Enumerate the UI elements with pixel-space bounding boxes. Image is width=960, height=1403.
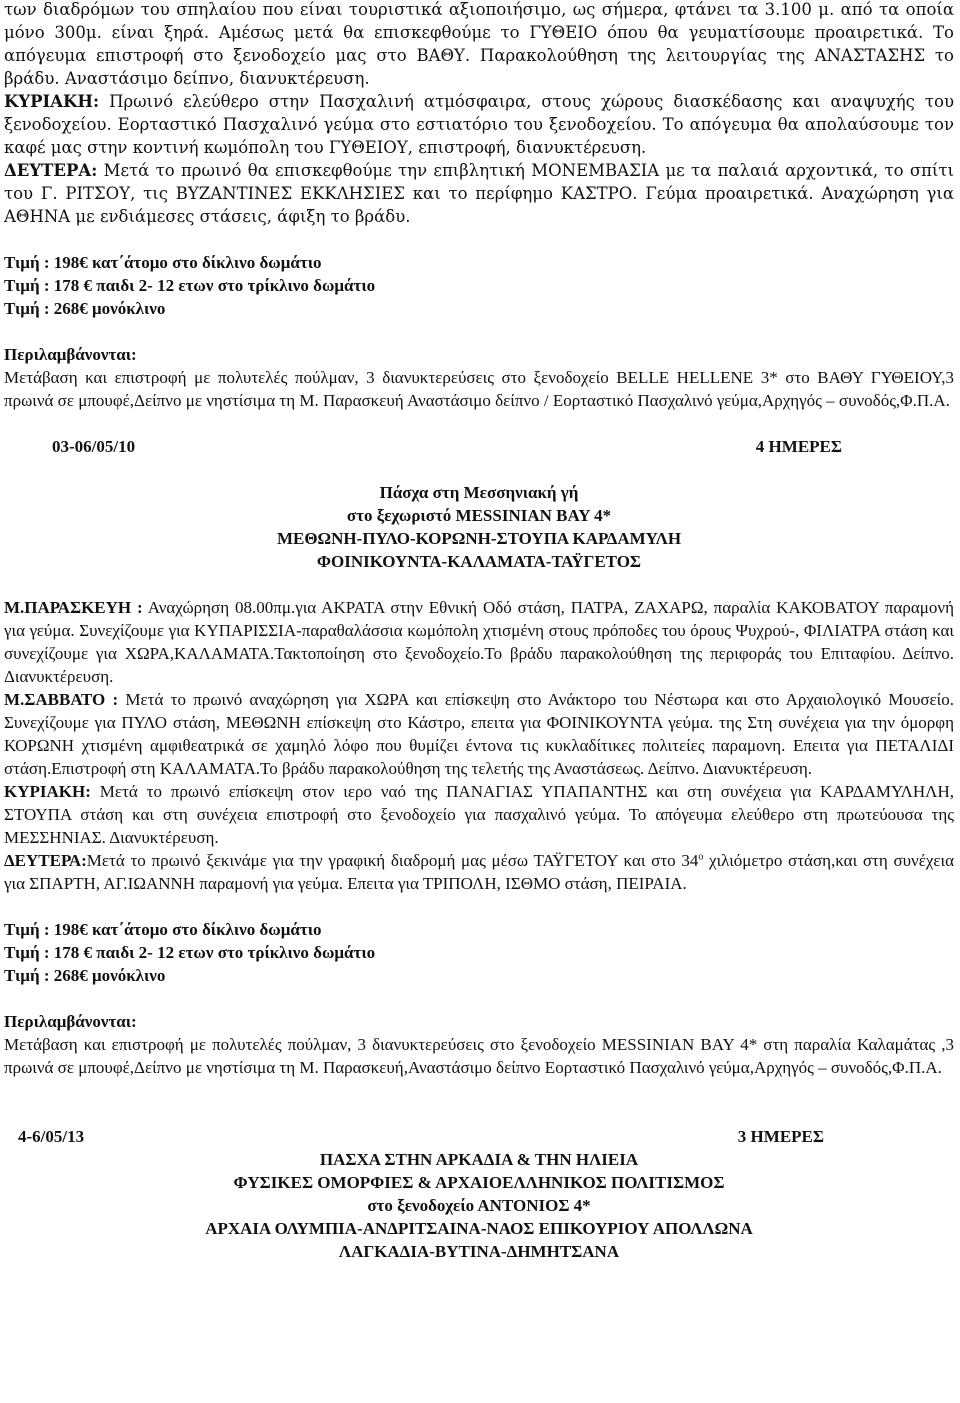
friday-paragraph — [4, 596, 954, 688]
saturday-paragraph — [4, 688, 954, 780]
trip-route: ΛΑΓΚΑΔΙΑ-ΒΥΤΙΝΑ-ΔΗΜΗΤΣΑΝΑ — [338, 1242, 620, 1261]
trip-hotel: στο ξεχωριστό MESSINIAN BAY 4* — [346, 506, 612, 525]
trip-route: ΜΕΘΩΝΗ-ΠΥΛΟ-ΚΟΡΩΝΗ-ΣΤΟΥΠΑ ΚΑΡΔΑΜΥΛΗ — [276, 529, 682, 548]
trip-subtitle: ΦΥΣΙΚΕΣ ΟΜΟΡΦΙΕΣ & ΑΡΧΑΙΟΕΛΛΗΝΙΚΟΣ ΠΟΛΙΤΙΣΜΟΣ — [233, 1173, 725, 1192]
trip-route: ΦΟΙΝΙΚΟΥΝΤΑ-ΚΑΛΑΜΑΤΑ-ΤΑΫΓΕΤΟΣ — [316, 552, 642, 571]
day-text: χιλιόμετρο στάση,και στη συνέχεια για ΣΠΑΡΤΗ, ΑΓ.ΙΩΑΝΝΗ παραμονή για γεύμα. Επειτα για ΤΡΙΠΟΛΗ, ΙΣΘΜΟ στάση, ΠΕΙΡΑΙΑ. — [4, 851, 955, 893]
day-text: Μετά το πρωινό θα επισκεφθούμε την επιβλητική ΜΟΝΕΜΒΑΣΙΑ με τα παλαιά αρχοντικά, το σπίτι του Γ. ΡΙΤΣΟΥ, τις ΒΥΖΑΝΤΙΝΕΣ ΕΚΚΛΗΣΙΕΣ και το περίφημο ΚΑΣΤΡΟ. Γεύμα προαιρετικά. Αναχώρηση για ΑΘΗΝΑ με ενδιάμεσες στάσεις, άφιξη το βράδυ. — [4, 161, 954, 226]
sunday-paragraph — [4, 90, 954, 159]
day-label: ΔΕΥΤΕΡΑ: — [4, 851, 87, 870]
document-page — [4, 0, 954, 1263]
day-text: Μετά το πρωινό επίσκεψη στον ιερο ναό της ΠΑΝΑΓΙΑΣ ΥΠΑΠΑΝΤΗΣ και στη συνέχεια για ΚΑΡΔΑΜΥΛΗΛΗ, ΣΤΟΥΠΑ στάση και στη συνέχεια επιστροφή στο ξενοδοχείο για πασχαλινό γεύμα. Το απόγευμα ελεύθερο στη πρωτεύουσα της ΜΕΣΣΗΝΙΑΣ. Διανυκτέρευση. — [4, 782, 954, 847]
includes-text: Μετάβαση και επιστροφή με πολυτελές πούλμαν, 3 διανυκτερεύσεις στο ξενοδοχείο MESSINIAN BAY 4* στη παραλία Καλαμάτας ,3 πρωινά σε μπουφέ,Δείπνο με νηστίσιμα τη Μ. Παρασκευή,Αναστάσιμο δείπνο Εορταστικό Πασχαλινό γεύμα,Αρχηγός – συνοδός,Φ.Π.Α. — [4, 1035, 954, 1077]
price-single: Τιμή : 268€ μονόκλινο — [4, 966, 166, 985]
trip-title: ΠΑΣΧΑ ΣΤΗΝ ΑΡΚΑΔΙΑ & ΤΗΝ ΗΛΙΕΙΑ — [319, 1150, 639, 1169]
day-label: ΚΥΡΙΑΚΗ: — [4, 92, 100, 111]
price-child: Τιμή : 178 € παιδι 2- 12 ετων στο τρίκλινο δωμάτιο — [4, 943, 376, 962]
trip-header — [4, 435, 954, 458]
trip-title: Πάσχα στη Μεσσηνιακή γή — [379, 483, 579, 502]
day-label: Μ.ΣΑΒΒΑΤΟ : — [4, 690, 119, 709]
day-label: Μ.ΠΑΡΑΣΚΕΥΗ : — [4, 598, 143, 617]
trip-duration: 3 ΗΜΕΡΕΣ — [737, 1127, 824, 1146]
day-text: Πρωινό ελεύθερο στην Πασχαλινή ατμόσφαιρα, στους χώρους διασκέδασης και αναψυχής του ξενοδοχείου. Εορταστικό Πασχαλινό γεύμα στο εστιατόριο του ξενοδοχείου. Το απόγευμα θα απολαύσουμε τον καφέ μας στην κοντινή κωμόπολη του ΓΥΘΕΙΟΥ, επιστροφή, διανυκτέρευση. — [4, 92, 954, 157]
day-text: Μετά το πρωινό αναχώρηση για ΧΩΡΑ και επίσκεψη στο Ανάκτορο του Νέστωρα και στο Αρχαιολογικό Μουσείο. Συνεχίζουμε για ΠΥΛΟ στάση, ΜΕΘΩΝΗ επίσκεψη στο Κάστρο, επειτα για ΦΟΙΝΙΚΟΥΝΤΑ γεύμα. της Στη συνέχεια για την όμορφη ΚΟΡΩΝΗ χτισμένη αμφιθεατρικά σε χαμηλό λόφο που θυμίζει έντονα τις κυκλαδίτικες πολιτείες παραμονη. Επειτα για ΠΕΤΑΛΙΔΙ στάση.Επιστροφή στη ΚΑΛΑΜΑΤΑ.Το βράδυ παρακολούθηση της τελετής της Αναστάσεως. Δείπνο. Διανυκτέρευση. — [4, 690, 955, 778]
trip-hotel: στο ξενοδοχείο ΑΝΤΟΝΙΟΣ 4* — [367, 1196, 591, 1215]
trip-duration: 4 ΗΜΕΡΕΣ — [755, 437, 842, 456]
sunday-paragraph — [4, 780, 954, 849]
trip-route: ΑΡΧΑΙΑ ΟΛΥΜΠΙΑ-ΑΝΔΡΙΤΣΑΙΝΑ-ΝΑΟΣ ΕΠΙΚΟΥΡΙΟΥ ΑΠΟΛΛΩΝΑ — [205, 1219, 753, 1238]
includes-label: Περιλαμβάνονται: — [4, 1012, 137, 1031]
superscript: ο — [698, 851, 704, 863]
monday-paragraph — [4, 159, 954, 228]
includes-label: Περιλαμβάνονται: — [4, 345, 137, 364]
monday-paragraph — [4, 849, 954, 895]
day-label: ΚΥΡΙΑΚΗ: — [4, 782, 91, 801]
intro-paragraph: των διαδρόμων του σπηλαίου που είναι τουριστικά αξιοποιήσιμο, ως σήμερα, φτάνει τα 3.100 μ. από τα οποία μόνο 300μ. είναι ξηρά. Αμέσως μετά θα επισκεφθούμε το ΓΥΘΕΙΟ όπου θα γευματίσουμε προαιρετικά. Το απόγευμα επιστροφή στο ξενοδοχείο μας στο ΒΑΘΥ. Παρακολούθηση της λειτουργίας της ΑΝΑΣΤΑΣΗΣ το βράδυ. Αναστάσιμο δείπνο, διανυκτέρευση. — [4, 0, 954, 88]
price-child: Τιμή : 178 € παιδι 2- 12 ετων στο τρίκλινο δωμάτιο — [4, 276, 376, 295]
price-double: Τιμή : 198€ κατ΄άτομο στο δίκλινο δωμάτιο — [4, 920, 322, 939]
day-text: Αναχώρηση 08.00πμ.για ΑΚΡΑΤΑ στην Εθνική Οδό στάση, ΠΑΤΡΑ, ΖΑΧΑΡΩ, παραλία ΚΑΚΟΒΑΤΟΥ παραμονή για γεύμα. Συνεχίζουμε για ΚΥΠΑΡΙΣΣΙΑ-παραθαλάσσια κωμόπολη χτισμένη στους πρόποδες του όρους Ψυχρού-, ΦΙΛΙΑΤΡΑ στάση και συνεχίζουμε για ΧΩΡΑ,ΚΑΛΑΜΑΤΑ.Τακτοποίηση στο ξενοδοχείο.Το βράδυ παρακολούθηση της περιφοράς του Επιταφίου. Δείπνο. Διανυκτέρευση. — [4, 598, 954, 686]
trip-dates: 4-6/05/13 — [18, 1127, 85, 1146]
price-double: Τιμή : 198€ κατ΄άτομο στο δίκλινο δωμάτιο — [4, 253, 322, 272]
price-single: Τιμή : 268€ μονόκλινο — [4, 299, 166, 318]
trip-header — [4, 1125, 954, 1148]
day-label: ΔΕΥΤΕΡΑ: — [4, 161, 98, 180]
day-text: Μετά το πρωινό ξεκινάμε για την γραφική διαδρομή μας μέσω ΤΑΫΓΕΤΟΥ και στο 34 — [86, 851, 699, 870]
trip-dates: 03-06/05/10 — [52, 437, 136, 456]
includes-text: Μετάβαση και επιστροφή με πολυτελές πούλμαν, 3 διανυκτερεύσεις στο ξενοδοχείο BELLE HELLENE 3* στο ΒΑΘΥ ΓΥΘΕΙΟΥ,3 πρωινά σε μπουφέ,Δείπνο με νηστίσιμα τη Μ. Παρασκευή Αναστάσιμο δείπνο / Εορταστικό Πασχαλινό γεύμα,Αρχηγός – συνοδός,Φ.Π.Α. — [4, 368, 954, 410]
